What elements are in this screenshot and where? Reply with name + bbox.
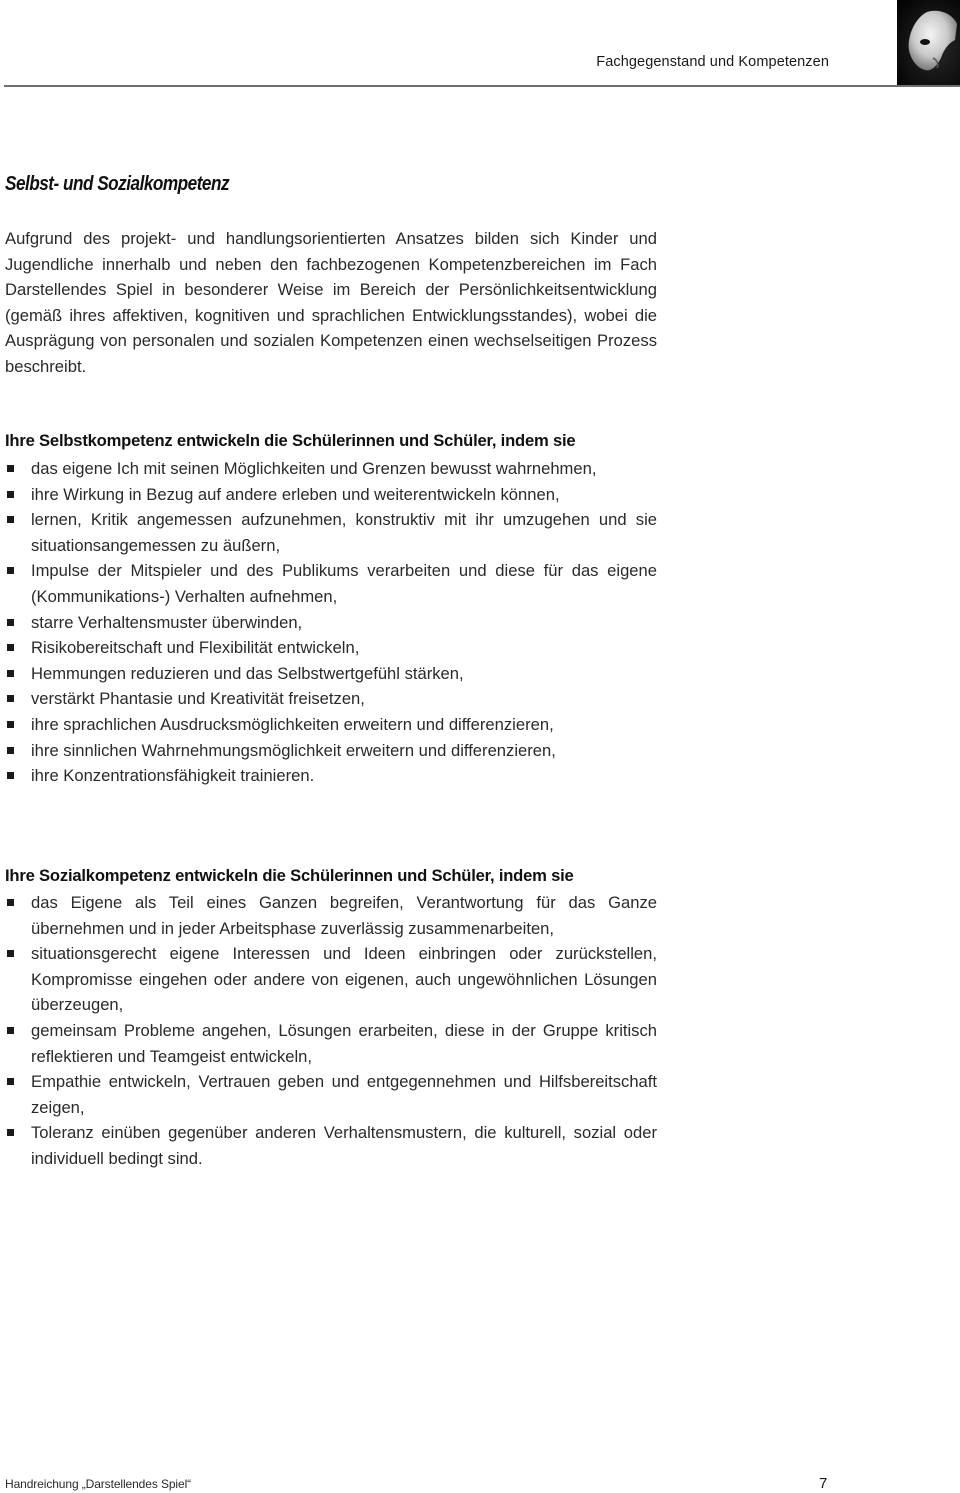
square-bullet-icon bbox=[7, 899, 14, 906]
sozialkompetenz-list bbox=[5, 890, 657, 1172]
list-item: situationsgerecht eigene Interessen und Ideen einbringen oder zurückstellen, Kompromisse eingehen oder andere von eigenen, auch ungewöhnlichen Lösungen überzeugen, bbox=[5, 941, 657, 1018]
intro-paragraph: Aufgrund des projekt- und handlungsorientierten Ansatzes bilden sich Kinder und Jugendliche innerhalb und neben den fachbezogenen Kompetenzbereichen im Fach Darstellendes Spiel in besonderer Weise im Bereich der Persönlichkeitsentwicklung (gemäß ihres affektiven, kognitiven und sprachlichen Entwicklungsstandes), wobei die Ausprägung von personalen und sozialen Kompetenzen einen wechselseitigen Prozess beschreibt. bbox=[5, 229, 657, 376]
list-item: gemeinsam Probleme angehen, Lösungen erarbeiten, diese in der Gruppe kritisch reflektieren und Teamgeist entwickeln, bbox=[5, 1018, 657, 1069]
list-item: Toleranz einüben gegenüber anderen Verhaltensmustern, die kulturell, sozial oder individuell bedingt sind. bbox=[5, 1120, 657, 1171]
square-bullet-icon bbox=[7, 1129, 14, 1136]
list-item: das Eigene als Teil eines Ganzen begreifen, Verantwortung für das Ganze übernehmen und in jeder Arbeitsphase zuverlässig zusammenarbeiten, bbox=[5, 890, 657, 941]
list-item: starre Verhaltensmuster überwinden, bbox=[5, 610, 657, 636]
header-divider bbox=[4, 85, 960, 87]
page-number: 7 bbox=[819, 1475, 828, 1492]
running-header-title: Fachgegenstand und Kompetenzen bbox=[596, 54, 829, 70]
list-item: das eigene Ich mit seinen Möglichkeiten und Grenzen bewusst wahrnehmen, bbox=[5, 456, 657, 482]
list-item: ihre Konzentrationsfähigkeit trainieren. bbox=[5, 763, 657, 789]
footer-publication-title: Handreichung „Darstellendes Spiel“ bbox=[5, 1477, 192, 1491]
square-bullet-icon bbox=[7, 1027, 14, 1034]
square-bullet-icon bbox=[7, 465, 14, 472]
square-bullet-icon bbox=[7, 516, 14, 523]
square-bullet-icon bbox=[7, 772, 14, 779]
square-bullet-icon bbox=[7, 644, 14, 651]
sozialkompetenz-heading: Ihre Sozialkompetenz entwickeln die Schülerinnen und Schüler, indem sie bbox=[5, 866, 574, 885]
list-item: Hemmungen reduzieren und das Selbstwertgefühl stärken, bbox=[5, 661, 657, 687]
theatre-mask-icon bbox=[897, 0, 960, 85]
list-item: lernen, Kritik angemessen aufzunehmen, konstruktiv mit ihr umzugehen und sie situationsangemessen zu äußern, bbox=[5, 507, 657, 558]
square-bullet-icon bbox=[7, 1078, 14, 1085]
square-bullet-icon bbox=[7, 670, 14, 677]
list-item: ihre sprachlichen Ausdrucksmöglichkeiten erweitern und differenzieren, bbox=[5, 712, 657, 738]
square-bullet-icon bbox=[7, 619, 14, 626]
square-bullet-icon bbox=[7, 747, 14, 754]
selbstkompetenz-heading: Ihre Selbstkompetenz entwickeln die Schülerinnen und Schüler, indem sie bbox=[5, 431, 576, 450]
square-bullet-icon bbox=[7, 695, 14, 702]
list-item: ihre Wirkung in Bezug auf andere erleben und weiterentwickeln können, bbox=[5, 482, 657, 508]
square-bullet-icon bbox=[7, 950, 14, 957]
selbstkompetenz-list bbox=[5, 456, 657, 789]
square-bullet-icon bbox=[7, 567, 14, 574]
list-item: ihre sinnlichen Wahrnehmungsmöglichkeit erweitern und differenzieren, bbox=[5, 738, 657, 764]
square-bullet-icon bbox=[7, 721, 14, 728]
list-item: Empathie entwickeln, Vertrauen geben und entgegennehmen und Hilfsbereitschaft zeigen, bbox=[5, 1069, 657, 1120]
square-bullet-icon bbox=[7, 491, 14, 498]
section-title: Selbst- und Sozialkompetenz bbox=[5, 173, 230, 195]
list-item: Risikobereitschaft und Flexibilität entwickeln, bbox=[5, 635, 657, 661]
list-item: Impulse der Mitspieler und des Publikums verarbeiten und diese für das eigene (Kommunikations-) Verhalten aufnehmen, bbox=[5, 558, 657, 609]
list-item: verstärkt Phantasie und Kreativität freisetzen, bbox=[5, 686, 657, 712]
